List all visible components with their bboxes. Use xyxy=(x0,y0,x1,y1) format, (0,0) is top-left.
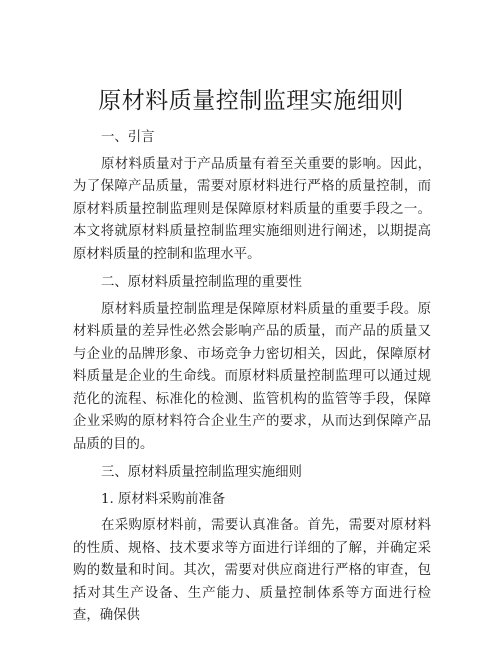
paragraph-preparation: 在采购原材料前，需要认真准备。首先，需要对原材料的性质、规格、技术要求等方面进行详细的了解，并确定采购的数量和时间。其次，需要对供应商进行严格的审查，包括对其生产设备、生产能力、质量控制体系等方面进行检查，确保供 xyxy=(73,518,431,623)
subsection-heading-preparation: 1. 原材料采购前准备 xyxy=(101,491,226,507)
document-body xyxy=(73,127,431,634)
section-heading-importance: 二、原材料质量控制监理的重要性 xyxy=(101,275,302,290)
paragraph-introduction: 原材料质量对于产品质量有着至关重要的影响。因此，为了保障产品质量，需要对原材料进行严格的质量控制，而原材料质量控制监理则是保障原材料质量的重要手段之一。本文将就原材料质量控制监理实施细则进行阐述，以期提高原材料质量的控制和监理水平。 xyxy=(73,156,431,262)
section-heading-introduction: 一、引言 xyxy=(101,130,155,145)
paragraph-importance: 原材料质量控制监理是保障原材料质量的重要手段。原材料质量的差异性必然会影响产品的质量，而产品的质量又与企业的品牌形象、市场竞争力密切相关，因此，保障原材料质量是企业的生命线。而原材料质量控制监理可以通过规范化的流程、标准化的检测、监管机构的监管等手段，保障企业采购的原材料符合企业生产的要求，从而达到保障产品品质的目的。 xyxy=(73,301,431,452)
section-heading-rules: 三、原材料质量控制监理实施细则 xyxy=(101,465,302,480)
document-title: 原材料质量控制监理实施细则 xyxy=(98,88,404,114)
